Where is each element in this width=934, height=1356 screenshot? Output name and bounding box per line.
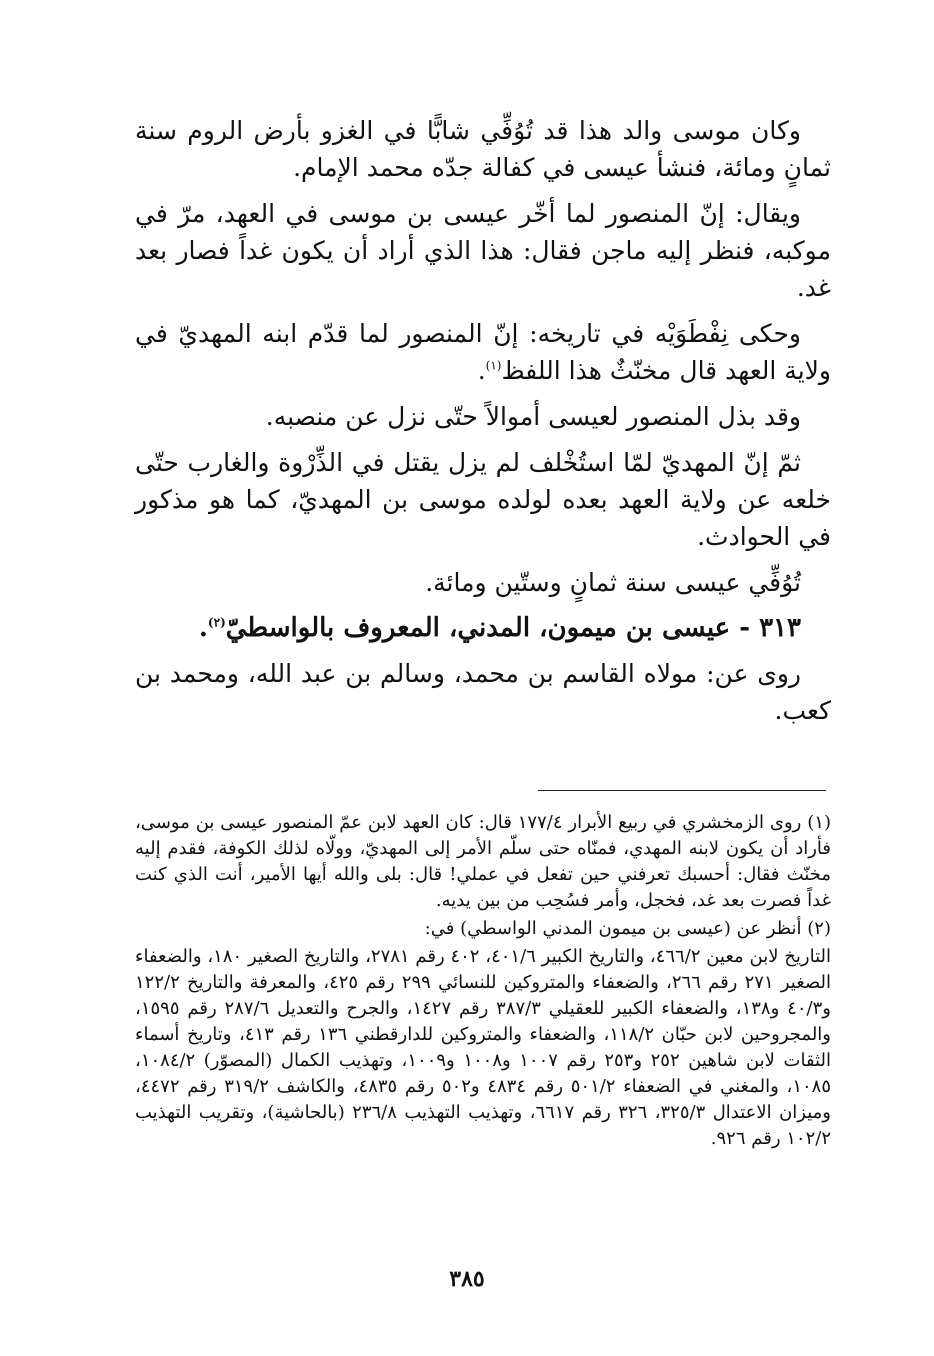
paragraph-6: تُوُفِّي عيسى سنة ثمانٍ وستّين ومائة. <box>425 568 801 597</box>
footnote-1-number: (١) <box>807 812 831 833</box>
footnote-ref-1[interactable]: (١) <box>485 358 502 373</box>
paragraph-7: روى عن: مولاه القاسم بن محمد، وسالم بن عبد الله، ومحمد بن كعب. <box>135 659 831 725</box>
footnote-divider <box>538 790 826 791</box>
paragraph-2: ويقال: إنّ المنصور لما أخّر عيسى بن موسى في العهد، مرّ في موكبه، فنظر إليه ماجن فقال: هذا الذي أراد أن يكون غداً فصار بعد غد. <box>135 199 831 302</box>
main-text <box>135 112 831 738</box>
paragraph-1: وكان موسى والد هذا قد تُوُفِّي شابًّا في الغزو بأرض الروم سنة ثمانٍ ومائة، فنشأ عيسى في كفالة جدّه محمد الإمام. <box>135 116 831 182</box>
footnote-2-text: التاريخ لابن معين ٤٦٦/٢، والتاريخ الكبير ٤٠١/٦، ٤٠٢ رقم ٢٧٨١، والتاريخ الصغير ١٨٠، والضعفاء الصغير ٢٧١ رقم ٢٦٦، والضعفاء والمتروكين للنسائي ٢٩٩ رقم ٤٢٥، والمعرفة والتاريخ ١٢٢/٢ و٤٠/٣ و١٣٨، والضعفاء الكبير للعقيلي ٣٨٧/٣ رقم ١٤٢٧، والجرح والتعديل ٢٨٧/٦ رقم ١٥٩٥، والمجروحين لابن حبّان ١١٨/٢، والضعفاء والمتروكين للدارقطني ١٣٦ رقم ٤١٣، وتاريخ أسماء الثقات لابن شاهين ٢٥٢ و٢٥٣ رقم ١٠٠٧ و١٠٠٨ و١٠٠٩، وتهذيب الكمال (المصوّر) ١٠٨٤/٢، ١٠٨٥، والمغني في الضعفاء ٥٠١/٢ رقم ٤٨٣٤ و٥٠٢ رقم ٤٨٣٥، والكاشف ٣١٩/٢ رقم ٤٤٧٢، وميزان الاعتدال ٣٢٥/٣، ٣٢٦ رقم ٦٦١٧، وتهذيب التهذيب ٢٣٦/٨ (بالحاشية)، وتقريب التهذيب ١٠٢/٢ رقم ٩٢٦. <box>135 946 831 1149</box>
footnote-2-number: (٢) <box>807 918 831 939</box>
entry-heading-text: ٣١٣ - عيسى بن ميمون، المدني، المعروف بالواسطيّ <box>225 613 801 643</box>
footnotes <box>135 810 831 1154</box>
footnote-2-intro: أنظر عن (عيسى بن ميمون المدني الواسطي) في: <box>424 918 802 939</box>
entry-heading <box>135 610 831 647</box>
footnote-1-text: روى الزمخشري في ربيع الأبرار ١٧٧/٤ قال: كان العهد لابن عمّ المنصور عيسى بن موسى، فأراد أن يكون لابنه المهدي، فمنّاه حتى سلّم الأمر إلى المهديّ، وولّاه لذلك الكوفة، فقدم إليه مخنّث فقال: أحسبك تعرفني حين تفعل في عملي! قال: بلى والله أيها الأمير، أنت الذي كنت غداً فصرت بعد غد، فخجل، وأمر فسُحِب من بين يديه. <box>135 812 831 911</box>
paragraph-3-end: . <box>477 356 486 385</box>
paragraph-5: ثمّ إنّ المهديّ لمّا استُخْلف لم يزل يقتل في الذِّرْوة والغارب حتّى خلعه عن ولاية العهد بعده لولده موسى بن المهديّ، كما هو مذكور في الحوادث. <box>135 448 831 551</box>
paragraph-3 <box>135 315 831 389</box>
footnote-ref-2[interactable]: (٢) <box>207 615 226 630</box>
page-number: ٣٨٥ <box>449 1266 485 1292</box>
paragraph-3-text: وحكى نِفْطَوَيْه في تاريخه: إنّ المنصور لما قدّم ابنه المهديّ في ولاية العهد قال مخنّثٌ هذا اللفظ <box>135 319 831 385</box>
footnote-2-intro-line <box>135 916 831 942</box>
paragraph-4: وقد بذل المنصور لعيسى أموالاً حتّى نزل عن منصبه. <box>265 402 801 431</box>
entry-heading-end: . <box>198 613 208 643</box>
footnote-1 <box>135 810 831 914</box>
